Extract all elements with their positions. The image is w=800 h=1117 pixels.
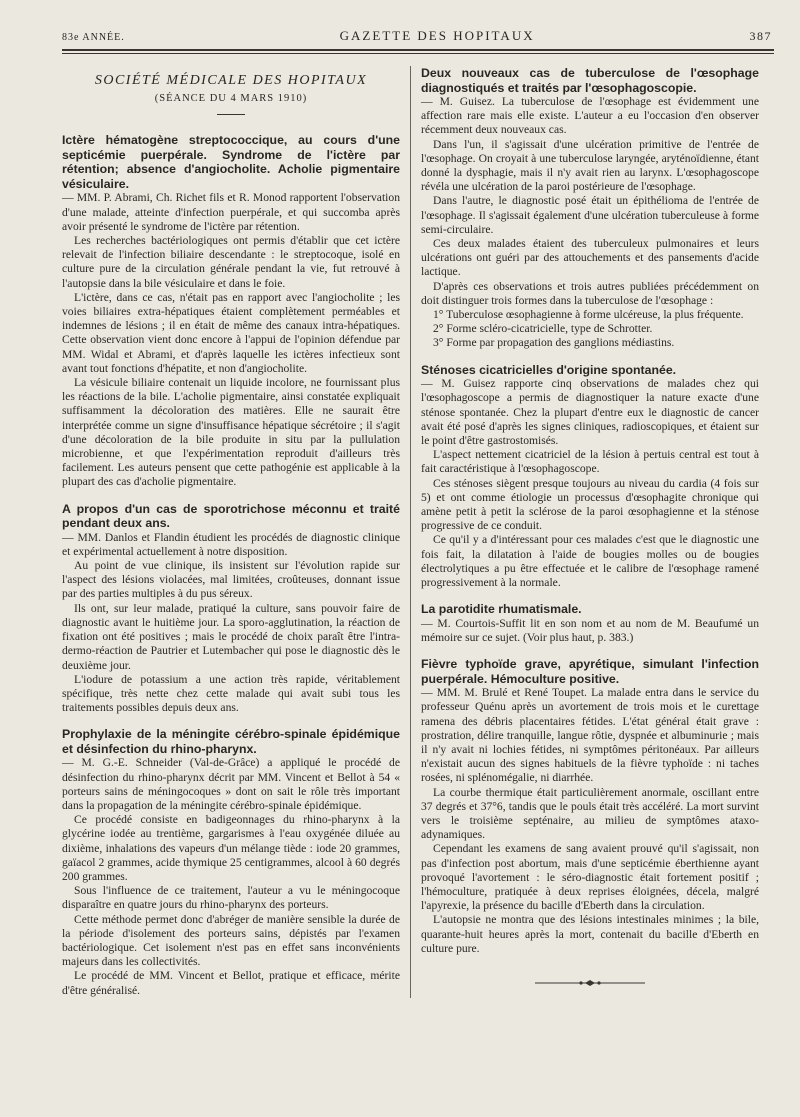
article-intro: — M. Guisez. La tuberculose de l'œsophage est évidemment une affection rare mais elle existe. L'auteur a eu l'occasion d'en observer récemment deux nouveaux cas. [421,95,759,137]
article-tuberculose [421,66,759,351]
article-paragraph: Sous l'influence de ce traitement, l'auteur a vu le méningocoque disparaître en quatre jours du rhino-pharynx des porteurs. [62,884,400,912]
article-intro: — M. Guisez rapporte cinq observations de malades chez qui l'œsophagoscope a permis de diagnostiquer la nature exacte d'une sténose spontanée. Chez la plupart d'entre eux le diagnostic de cancer avait été posé d'après les signes cliniques, radioscopiques, et étaient sur le point d'être gastrostomisés. [421,377,759,447]
article-heading: Fièvre typhoïde grave, apyrétique, simulant l'infection puerpérale. Hémoculture positive. [421,657,759,686]
section-divider [217,114,245,115]
article-paragraph: La vésicule biliaire contenait un liquide incolore, ne fournissant plus les réactions de la bile. L'acholie pigmentaire, ainsi constatée expliquait suffisamment la décoloration des matières. Elle ne saurait être interprétée comme un signe d'insuffisance hépatique sécrétoire ; il s'agit d'une décoloration de la bile produite in situ par la pullulation microbienne, et que l'expérimentation reproduit d'ailleurs très facilement. Les auteurs pensent que cette pathogénie est applicable à la plupart des cas d'acholie pigmentaire. [62,376,400,489]
end-ornament [535,978,645,992]
running-head [62,28,774,44]
article-heading: La parotidite rhumatismale. [421,602,582,617]
article-heading: A propos d'un cas de sporotrichose méconnu et traité pendant deux ans. [62,501,400,531]
article-icterus [62,133,400,489]
article-sporotrichose [62,502,400,716]
article-paragraph: L'autopsie ne montra que des lésions intestinales minimes ; la bile, quarante-huit heures après la mort, contenait du bacille d'Eberth en culture pure. [421,913,759,955]
list-item: 3° Forme par propagation des ganglions médiastins. [433,336,675,350]
article-prophylaxie [62,727,400,997]
article-heading: Prophylaxie de la méningite cérébro-spinale épidémique et désinfection du rhino-pharynx. [62,727,400,756]
article-paragraph: L'aspect nettement cicatriciel de la lésion à pertuis central est tout à fait caractéristique à l'œsophagoscope. [421,448,759,476]
issue-year: 83e ANNÉE. [62,32,125,43]
article-stenoses [421,363,759,591]
article-paragraph: Ces sténoses siègent presque toujours au niveau du cardia (4 fois sur 5) et ont comme étiologie un processus d'œsophagite chronique qui amène petit à petit la sclérose de la paroi œsophagienne et la sténose progressive de ce conduit. [421,476,759,533]
article-heading: Deux nouveaux cas de tuberculose de l'œsophage diagnostiqués et traités par l'œsophagoscopie. [421,66,759,95]
header-rule-thin [62,53,774,54]
article-paragraph: Les recherches bactériologiques ont permis d'établir que cet ictère relevait de l'infection biliaire descendante : le streptocoque, isolé en culture pure de la circulation générale pendant la vie, fut retrouvé à l'autopsie dans la bile vésiculaire et dans le foie. [62,234,400,290]
article-heading: Ictère hématogène streptococcique, au cours d'une septicémie puerpérale. Syndrome de l'ictère par rétention; absence d'angiocholite. Acholie pigmentaire vésiculaire. [62,133,400,191]
end-ornament-graphic [535,979,645,987]
article-paragraph: Cette méthode permet donc d'abréger de manière sensible la durée de la période d'isolement des porteurs sains, dépistés par l'examen bactériologique. Cet isolement n'est pas en effet sans inconvénients majeurs dans les collectivités. [62,912,400,969]
article-heading: Sténoses cicatricielles d'origine spontanée. [421,362,677,377]
article-paragraph: L'ictère, dans ce cas, n'était pas en rapport avec l'angiocholite ; les voies biliaires extra-hépatiques étaient complètement perméables et indemnes de lésions ; il en était de même des canaux intra-hépatiques. Cette observation vient donc encore à l'appui de l'opinion défendue par MM. Widal et Abrami, et d'après laquelle les ictères infectieux sont avant tout fonctions d'hépatite, et non d'angiocholite. [62,290,400,375]
article-intro: — M. G.-E. Schneider (Val-de-Grâce) a appliqué le procédé de désinfection du rhino-pharynx décrit par MM. Vincent et Bellot à 54 « porteurs sains de méningocoques » dont on sait le rôle très important dans la propagation de la méningite cérébro-spinale épidémique. [62,756,400,812]
section-title: SOCIÉTÉ MÉDICALE DES HOPITAUX [94,73,368,88]
article-intro: — MM. Danlos et Flandin étudient les procédés de diagnostic clinique et expérimental actuellement à notre disposition. [62,530,400,558]
list-item: 1° Tuberculose œsophagienne à forme ulcéreuse, la plus fréquente. [433,308,744,322]
left-column [62,66,410,998]
article-paragraph: La courbe thermique était particulièrement anormale, oscillant entre 37 degrés et 37°6, tandis que le pouls était très accéléré. La mort survint vers le troisième septénaire, au milieu de symptômes ataxo-adynamiques. [421,785,759,842]
article-paragraph: Au point de vue clinique, ils insistent sur l'évolution rapide sur l'aspect des lésions violacées, mal limitées, croûteuses, donnant issue par des parties multiples à du pus séreux. [62,559,400,601]
article-fievre [421,657,759,956]
article-paragraph: L'iodure de potassium a une action très rapide, véritablement spécifique, très nette chez cette malade qui avait subi tous les traitements possibles depuis deux ans. [62,672,400,715]
article-intro: — MM. P. Abrami, Ch. Richet fils et R. Monod rapportent l'observation d'une malade, atteinte d'infection puerpérale, et qui succomba après avoir présenté le syndrome de l'ictère par rétention. [62,191,400,233]
article-paragraph: Ce procédé consiste en badigeonnages du rhino-pharynx à la glycérine iodée au trentième, gargarismes à l'eau oxygénée diluée au dixième, inhalations des vapeurs d'un mélange tiède : iode 20 grammes, gaïacol 2 grammes, acide thymique 25 centigrammes, alcool à 60 degrés 200 grammes. [62,813,400,883]
article-paragraph: Ce qu'il y a d'intéressant pour ces malades c'est que le diagnostic une fois fait, la dilatation à l'aide de bougies molles ou de bougies électrolytiques a pu être effectuée et le calibre de l'œsophage ramené progressivement à la normale. [421,533,759,589]
article-paragraph: Dans l'autre, le diagnostic posé était un épithélioma de l'entrée de l'œsophage. Il s'agissait également d'une ulcération tuberculeuse à forme semi-circulaire. [421,194,759,236]
article-intro: — MM. M. Brulé et René Toupet. La malade entra dans le service du professeur Quénu après un avortement de trois mois et le curettage ramena des débris placentaires fétides. L'état général était grave : prostration, délire tranquille, langue rôtie, dyspnée et albuminurie ; mais il n'y avait ni lochies fétides, ni symptômes péritonéaux. Par ailleurs n'existait aucun des signes habituels de la fièvre typhoïde : ni taches rosées, ni splénomégalie, ni diarrhée. [421,686,759,785]
article-paragraph: Cependant les examens de sang avaient prouvé qu'il s'agissait, non pas d'infection post abortum, mais d'une septicémie éberthienne ayant provoqué l'avortement : le séro-diagnostic était fortement positif ; l'hémoculture, pratiquée à deux reprises éloignées, décela, malgré l'apyrexie, la présence du bacille d'Eberth dans la circulation. [421,842,759,913]
article-paragraph: Ces deux malades étaient des tuberculeux pulmonaires et leurs ulcérations ont guéri par des attouchements et des pansements d'acide lactique. [421,237,759,279]
article-paragraph: Le procédé de MM. Vincent et Bellot, pratique et efficace, mérite d'être généralisé. [62,969,400,997]
header-rule-thick [62,49,774,51]
article-paragraph: Ils ont, sur leur malade, pratiqué la culture, sans pouvoir faire de diagnostic avant le huitième jour. La sporo-agglutination, la réaction de fixation ont été positives ; mais le procédé de choix paraît être l'intra-dermo-réaction de Pautrier et Lutembacher qui pose le diagnostic dès le deuxième jour. [62,601,400,672]
journal-title: GAZETTE DES HOPITAUX [339,28,535,43]
page-number: 387 [749,29,772,43]
section-subtitle: (SÉANCE DU 4 MARS 1910) [154,93,308,105]
article-parotidite [421,602,759,645]
right-column [410,66,759,998]
list-item: 2° Forme scléro-cicatricielle, type de Schrotter. [433,322,653,336]
article-paragraph: D'après ces observations et trois autres publiées précédemment on doit distinguer trois formes dans la tuberculose de l'œsophage : [421,279,759,307]
two-column-body [62,66,774,998]
article-paragraph: Dans l'un, il s'agissait d'une ulcération primitive de l'entrée de l'œsophage. On croyait à une tuberculose laryngée, aryténoïdienne, étant donné la dysphagie, mais il n'y avait rien au larynx. L'œsophagoscope révéla une ulcération de la paroi postérieure de l'œsophage. [421,137,759,194]
article-intro: — M. Courtois-Suffit lit en son nom et au nom de M. Beaufumé un mémoire sur ce sujet. (Voir plus haut, p. 383.) [421,616,759,644]
